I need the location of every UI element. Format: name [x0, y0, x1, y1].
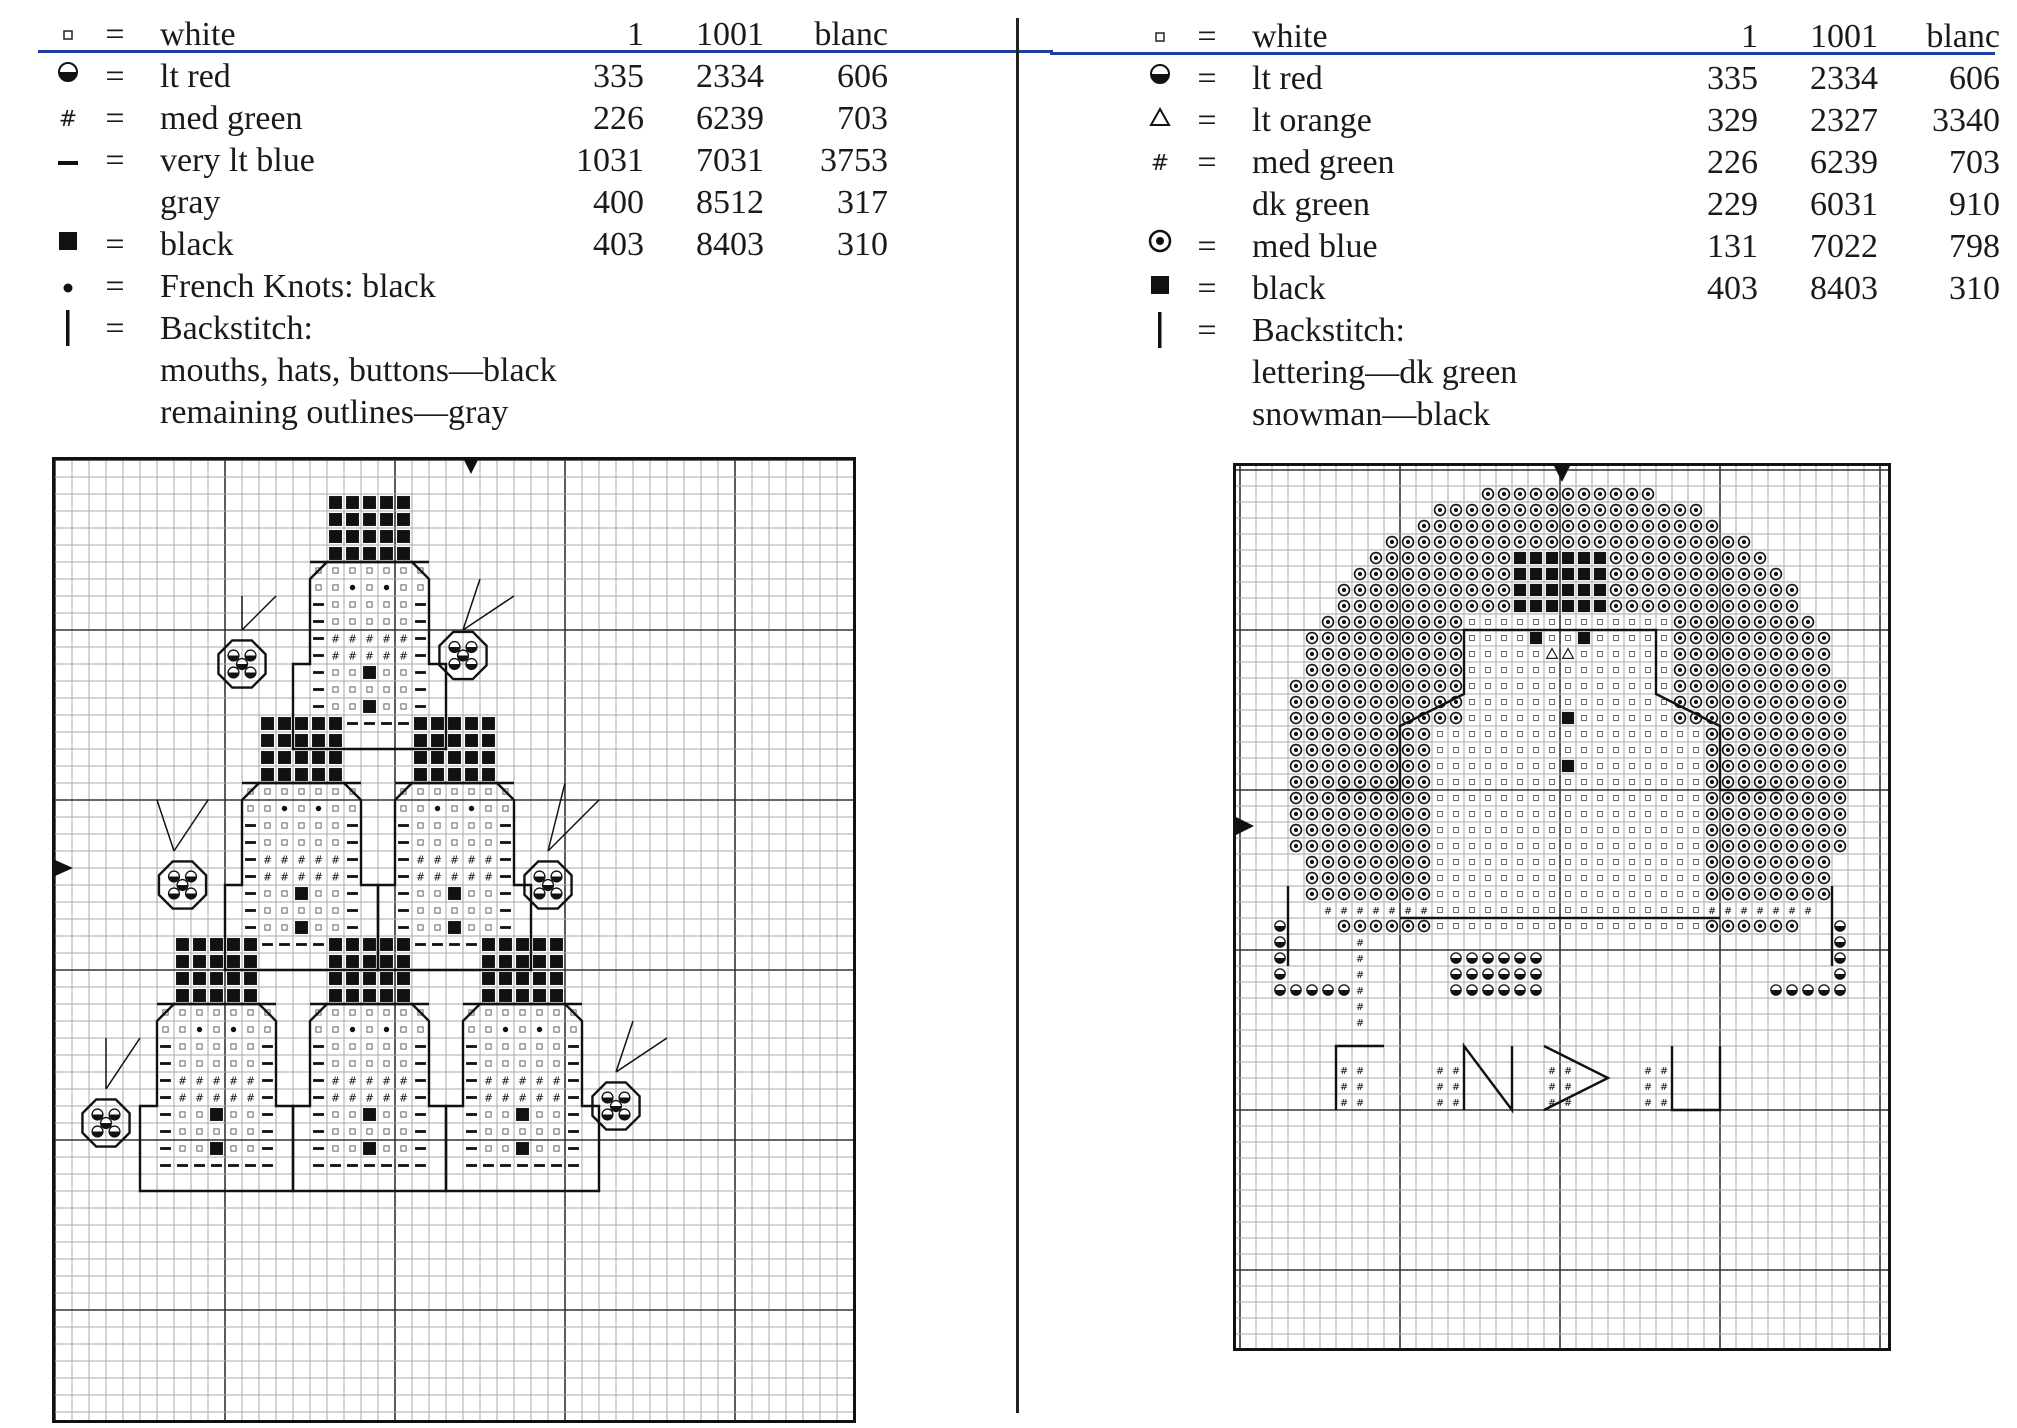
- svg-text:#: #: [416, 854, 425, 867]
- filled-square-icon: [48, 224, 88, 266]
- legend-row: [48, 224, 888, 266]
- vertical-bar-icon: [1140, 310, 1180, 364]
- floss-number-c1: 229: [1707, 186, 1758, 223]
- svg-text:#: #: [450, 871, 459, 884]
- svg-text:#: #: [297, 854, 306, 867]
- svg-text:#: #: [518, 1075, 527, 1088]
- floss-color-name: very lt blue: [160, 142, 315, 179]
- svg-text:#: #: [1643, 1082, 1653, 1093]
- bullseye-icon: [1140, 226, 1180, 268]
- svg-text:#: #: [1803, 906, 1813, 917]
- floss-color-name: black: [160, 226, 234, 263]
- floss-number-c2: 2327: [1810, 102, 1878, 139]
- legend-row: [48, 182, 888, 224]
- svg-text:#: #: [467, 871, 476, 884]
- legend-row: [1140, 16, 2000, 58]
- left-color-key: [48, 14, 888, 434]
- svg-text:#: #: [1659, 1098, 1669, 1109]
- equals-sign: =: [105, 268, 125, 305]
- svg-text:#: #: [314, 871, 323, 884]
- floss-number-c3: 798: [1949, 228, 2000, 265]
- floss-number-c3: 317: [837, 184, 888, 221]
- legend-row: [1140, 226, 2000, 268]
- svg-text:#: #: [433, 871, 442, 884]
- svg-text:#: #: [1563, 1098, 1573, 1109]
- svg-text:#: #: [1403, 906, 1413, 917]
- svg-text:#: #: [212, 1075, 221, 1088]
- floss-number-c2: 2334: [1810, 60, 1878, 97]
- svg-text:#: #: [1739, 906, 1749, 917]
- svg-text:#: #: [195, 1075, 204, 1088]
- svg-text:#: #: [1755, 906, 1765, 917]
- legend-row: [1140, 310, 2000, 352]
- floss-number-c3: 703: [1949, 144, 2000, 181]
- svg-text:#: #: [263, 854, 272, 867]
- equals-sign: =: [1197, 228, 1217, 265]
- svg-text:#: #: [246, 1092, 255, 1105]
- legend-row: [48, 308, 888, 350]
- floss-number-c3: 310: [837, 226, 888, 263]
- equals-sign: =: [1197, 270, 1217, 307]
- floss-number-c1: 335: [1707, 60, 1758, 97]
- svg-text:#: #: [501, 1092, 510, 1105]
- svg-text:#: #: [178, 1092, 187, 1105]
- vertical-bar-icon: [48, 308, 88, 362]
- floss-color-name: lt orange: [1252, 102, 1372, 139]
- legend-row: [48, 98, 888, 140]
- half-circle-icon: [48, 56, 88, 98]
- svg-text:#: #: [331, 1092, 340, 1105]
- svg-text:#: #: [382, 1092, 391, 1105]
- legend-row: [48, 56, 888, 98]
- svg-text:#: #: [1355, 986, 1365, 997]
- svg-text:#: #: [365, 650, 374, 663]
- svg-text:#: #: [1355, 1018, 1365, 1029]
- svg-text:#: #: [348, 633, 357, 646]
- backstitch-note: snowman—black: [1252, 396, 1490, 433]
- legend-row: [48, 140, 888, 182]
- svg-text:#: #: [195, 1092, 204, 1105]
- svg-text:#: #: [535, 1092, 544, 1105]
- svg-text:#: #: [365, 633, 374, 646]
- svg-text:#: #: [178, 1075, 187, 1088]
- triangle-icon: [1140, 100, 1180, 142]
- equals-sign: =: [105, 226, 125, 263]
- page-divider: [1016, 18, 1019, 1413]
- svg-text:#: #: [1643, 1098, 1653, 1109]
- legend-row: [1140, 184, 2000, 226]
- floss-color-name: white: [1252, 18, 1328, 55]
- floss-number-c3: 703: [837, 100, 888, 137]
- legend-row: [1140, 142, 2000, 184]
- backstitch-note: lettering—dk green: [1252, 354, 1518, 391]
- svg-text:#: #: [263, 871, 272, 884]
- equals-sign: =: [105, 310, 125, 347]
- floss-number-c1: 403: [593, 226, 644, 263]
- small-square-icon: [1140, 16, 1180, 58]
- svg-text:#: #: [1787, 906, 1797, 917]
- floss-color-name: French Knots: black: [160, 268, 436, 305]
- equals-sign: =: [105, 58, 125, 95]
- svg-text:#: #: [433, 854, 442, 867]
- svg-text:#: #: [1771, 906, 1781, 917]
- svg-text:#: #: [1323, 906, 1333, 917]
- svg-text:#: #: [1339, 906, 1349, 917]
- svg-text:#: #: [1355, 1082, 1365, 1093]
- svg-text:#: #: [212, 1092, 221, 1105]
- floss-number-c1: 1: [1741, 18, 1758, 55]
- svg-text:#: #: [535, 1075, 544, 1088]
- half-circle-icon: [1140, 58, 1180, 100]
- svg-text:#: #: [484, 854, 493, 867]
- svg-text:#: #: [1355, 1098, 1365, 1109]
- svg-text:#: #: [314, 854, 323, 867]
- svg-text:#: #: [331, 1075, 340, 1088]
- floss-color-name: Backstitch:: [160, 310, 313, 347]
- svg-text:#: #: [331, 854, 340, 867]
- svg-text:#: #: [1659, 1082, 1669, 1093]
- floss-color-name: black: [1252, 270, 1326, 307]
- floss-color-name: lt red: [1252, 60, 1323, 97]
- svg-text:#: #: [1435, 1082, 1445, 1093]
- svg-text:#: #: [1355, 1002, 1365, 1013]
- floss-number-c3: 310: [1949, 270, 2000, 307]
- svg-text:#: #: [399, 1092, 408, 1105]
- floss-number-c2: 1001: [696, 16, 764, 53]
- floss-number-c2: 6239: [1810, 144, 1878, 181]
- svg-text:#: #: [1419, 906, 1429, 917]
- floss-color-name: white: [160, 16, 236, 53]
- svg-text:#: #: [518, 1092, 527, 1105]
- floss-number-c3: 910: [1949, 186, 2000, 223]
- floss-number-c2: 8403: [696, 226, 764, 263]
- svg-text:#: #: [229, 1075, 238, 1088]
- floss-number-c2: 8403: [1810, 270, 1878, 307]
- svg-text:#: #: [450, 854, 459, 867]
- floss-number-c2: 2334: [696, 58, 764, 95]
- svg-text:#: #: [1355, 938, 1365, 949]
- svg-text:#: #: [552, 1075, 561, 1088]
- svg-text:#: #: [1643, 1066, 1653, 1077]
- equals-sign: =: [105, 142, 125, 179]
- floss-number-c2: 6031: [1810, 186, 1878, 223]
- svg-text:#: #: [382, 650, 391, 663]
- svg-text:#: #: [331, 871, 340, 884]
- svg-text:#: #: [348, 650, 357, 663]
- svg-text:#: #: [1355, 970, 1365, 981]
- svg-text:#: #: [1371, 906, 1381, 917]
- legend-row: [48, 14, 888, 56]
- floss-number-c3: 606: [1949, 60, 2000, 97]
- floss-number-c1: 403: [1707, 270, 1758, 307]
- equals-sign: =: [1197, 60, 1217, 97]
- floss-number-c2: 7022: [1810, 228, 1878, 265]
- svg-text:#: #: [1339, 1082, 1349, 1093]
- snowman-tree-pattern-grid: [55, 460, 853, 1420]
- svg-text:#: #: [1451, 1098, 1461, 1109]
- svg-text:#: #: [1563, 1082, 1573, 1093]
- floss-color-name: med green: [160, 100, 303, 137]
- svg-text:#: #: [467, 854, 476, 867]
- floss-number-c2: 8512: [696, 184, 764, 221]
- svg-text:#: #: [1339, 1066, 1349, 1077]
- floss-number-c3: 606: [837, 58, 888, 95]
- small-square-icon: [48, 14, 88, 56]
- hash-icon: #: [58, 107, 78, 132]
- svg-text:#: #: [1355, 906, 1365, 917]
- equals-sign: =: [105, 100, 125, 137]
- svg-text:#: #: [1707, 906, 1717, 917]
- floss-color-name: Backstitch:: [1252, 312, 1405, 349]
- floss-number-c3: 3340: [1932, 102, 2000, 139]
- equals-sign: =: [105, 16, 125, 53]
- hash-icon: #: [1150, 151, 1170, 176]
- floss-color-name: med blue: [1252, 228, 1378, 265]
- dash-icon: [48, 140, 88, 182]
- floss-number-c2: 1001: [1810, 18, 1878, 55]
- svg-text:#: #: [1355, 954, 1365, 965]
- floss-number-c2: 6239: [696, 100, 764, 137]
- svg-text:#: #: [552, 1092, 561, 1105]
- floss-number-c3: blanc: [1926, 18, 2000, 55]
- snowman-globe-pattern-grid: [1236, 466, 1888, 1348]
- svg-text:#: #: [484, 1075, 493, 1088]
- svg-text:#: #: [1387, 906, 1397, 917]
- legend-row: [1140, 268, 2000, 310]
- svg-text:#: #: [501, 1075, 510, 1088]
- svg-text:#: #: [1355, 1066, 1365, 1077]
- floss-color-name: med green: [1252, 144, 1395, 181]
- legend-row: [1140, 58, 2000, 100]
- backstitch-note: remaining outlines—gray: [160, 394, 509, 431]
- svg-text:#: #: [399, 633, 408, 646]
- svg-text:#: #: [382, 1075, 391, 1088]
- svg-text:#: #: [1659, 1066, 1669, 1077]
- svg-text:#: #: [331, 650, 340, 663]
- equals-sign: =: [1197, 102, 1217, 139]
- floss-number-c1: 1031: [576, 142, 644, 179]
- svg-text:#: #: [229, 1092, 238, 1105]
- svg-text:#: #: [399, 1075, 408, 1088]
- equals-sign: =: [1197, 18, 1217, 55]
- svg-text:#: #: [1435, 1098, 1445, 1109]
- snowman-tree-chart: [52, 457, 856, 1423]
- floss-color-name: gray: [160, 184, 221, 221]
- equals-sign: =: [1197, 312, 1217, 349]
- svg-text:#: #: [1547, 1066, 1557, 1077]
- floss-number-c3: 3753: [820, 142, 888, 179]
- svg-text:#: #: [382, 633, 391, 646]
- svg-text:#: #: [1547, 1082, 1557, 1093]
- svg-text:#: #: [416, 871, 425, 884]
- floss-number-c2: 7031: [696, 142, 764, 179]
- equals-sign: =: [1197, 144, 1217, 181]
- svg-text:#: #: [348, 1092, 357, 1105]
- svg-text:#: #: [365, 1092, 374, 1105]
- floss-number-c1: 226: [1707, 144, 1758, 181]
- floss-number-c1: 329: [1707, 102, 1758, 139]
- floss-color-name: lt red: [160, 58, 231, 95]
- floss-number-c1: 335: [593, 58, 644, 95]
- svg-text:#: #: [1547, 1098, 1557, 1109]
- floss-number-c1: 226: [593, 100, 644, 137]
- svg-text:#: #: [484, 871, 493, 884]
- svg-text:#: #: [1451, 1082, 1461, 1093]
- floss-number-c3: blanc: [814, 16, 888, 53]
- svg-text:#: #: [348, 1075, 357, 1088]
- dot-icon: [48, 266, 88, 308]
- svg-text:#: #: [297, 871, 306, 884]
- floss-color-name: dk green: [1252, 186, 1371, 223]
- svg-text:#: #: [399, 650, 408, 663]
- svg-text:#: #: [280, 854, 289, 867]
- right-color-key: [1140, 16, 2000, 436]
- svg-text:#: #: [246, 1075, 255, 1088]
- floss-number-c1: 400: [593, 184, 644, 221]
- floss-number-c1: 1: [627, 16, 644, 53]
- svg-text:#: #: [1435, 1066, 1445, 1077]
- legend-row: [1140, 100, 2000, 142]
- svg-text:#: #: [1723, 906, 1733, 917]
- svg-text:#: #: [331, 633, 340, 646]
- svg-text:#: #: [365, 1075, 374, 1088]
- svg-text:#: #: [280, 871, 289, 884]
- backstitch-note: mouths, hats, buttons—black: [160, 352, 557, 389]
- floss-number-c1: 131: [1707, 228, 1758, 265]
- svg-text:#: #: [484, 1092, 493, 1105]
- svg-text:#: #: [1339, 1098, 1349, 1109]
- filled-square-icon: [1140, 268, 1180, 310]
- svg-text:#: #: [1563, 1066, 1573, 1077]
- snowman-globe-chart: [1233, 463, 1891, 1351]
- svg-text:#: #: [1451, 1066, 1461, 1077]
- legend-row: [48, 266, 888, 308]
